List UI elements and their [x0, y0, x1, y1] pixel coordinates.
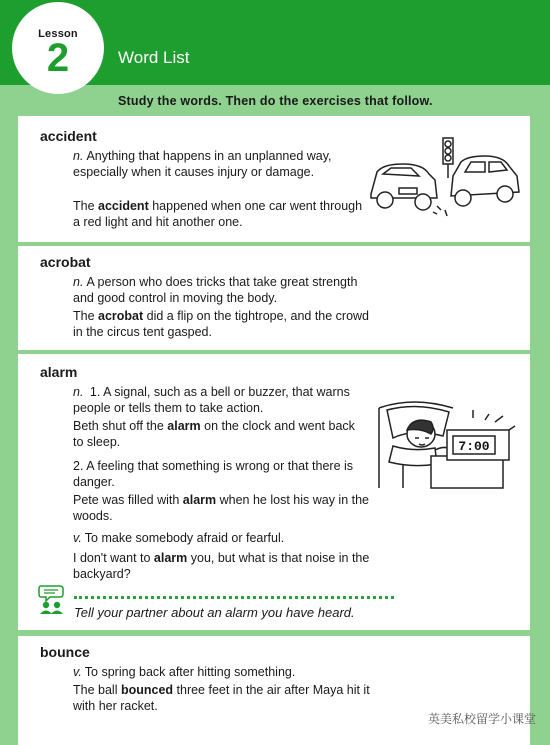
definition-text: A feeling that something is wrong or that there is danger.	[73, 459, 354, 489]
entry-definition	[73, 458, 358, 490]
example-keyword: alarm	[182, 493, 217, 507]
entry-example	[73, 418, 358, 450]
entry-definition	[73, 384, 358, 416]
alarm-clock-illustration	[373, 388, 518, 498]
example-keyword: bounced	[120, 683, 174, 697]
example-text: The	[73, 199, 99, 213]
definition-text: To spring back after hitting something.	[84, 665, 296, 679]
definition-text: To make somebody afraid or fearful.	[84, 531, 285, 545]
example-text: The ball	[73, 683, 121, 697]
entry-word: accident	[40, 128, 97, 144]
part-of-speech: n.	[73, 275, 84, 289]
entry-word: bounce	[40, 644, 90, 660]
example-text: three feet in the air after Maya hit it with her racket.	[73, 683, 370, 713]
entry-card-alarm	[18, 354, 530, 630]
example-text: Beth shut off the	[73, 419, 168, 433]
definition-text: A signal, such as a bell or buzzer, that warns people or tells them to take action.	[73, 385, 350, 415]
example-text: you, but what is that noise in the backyard?	[73, 551, 370, 581]
example-text: I don't want to	[73, 551, 154, 565]
divider	[74, 596, 394, 599]
part-of-speech: v.	[73, 665, 82, 679]
instructions: Study the words. Then do the exercises that follow.	[118, 94, 433, 108]
entry-card-acrobat	[18, 246, 530, 350]
entry-example	[73, 198, 363, 230]
partner-prompt: Tell your partner about an alarm you have heard.	[74, 605, 355, 620]
watermark: 英美私校留学小课堂	[427, 712, 536, 726]
part-of-speech: n.	[73, 149, 84, 163]
example-text: on the clock and went back to sleep.	[73, 419, 355, 449]
sense-number: 2.	[73, 459, 84, 473]
example-keyword: alarm	[167, 419, 201, 433]
entry-example	[73, 492, 378, 524]
car-crash-illustration	[363, 136, 523, 228]
sense-number: 1.	[89, 385, 101, 399]
part-of-speech: v.	[73, 531, 82, 545]
example-text: The	[73, 309, 99, 323]
lesson-label: Lesson	[38, 28, 78, 40]
example-keyword: alarm	[153, 551, 188, 565]
entry-definition	[73, 530, 373, 546]
example-text: when he lost his way in the woods.	[73, 493, 370, 523]
entry-example	[73, 682, 388, 714]
entry-example	[73, 308, 378, 340]
entry-card-bounce	[18, 636, 530, 745]
definition-text: Anything that happens in an unplanned way, especially when it causes injury or damage.	[73, 149, 332, 179]
lesson-badge	[12, 2, 104, 94]
entry-definition	[73, 274, 373, 306]
partner-talk-icon	[38, 584, 66, 614]
clock-time: 7:00	[458, 439, 490, 454]
example-text: happened when one car went through a red light and hit another one.	[73, 199, 363, 229]
entry-card-accident	[18, 116, 530, 242]
entry-definition	[73, 664, 373, 680]
entry-word: acrobat	[40, 254, 91, 270]
part-of-speech: n.	[73, 385, 84, 399]
entry-definition	[73, 148, 363, 180]
page-title: Word List	[118, 48, 190, 67]
definition-text: A person who does tricks that take great strength and good control in moving the body.	[73, 275, 358, 305]
example-text: did a flip on the tightrope, and the crowd in the circus tent gasped.	[73, 309, 370, 339]
lesson-number: 2	[46, 36, 70, 80]
example-keyword: accident	[98, 199, 149, 213]
example-keyword: acrobat	[98, 309, 144, 323]
entry-word: alarm	[40, 364, 78, 380]
example-text: Pete was filled with	[73, 493, 183, 507]
entry-example	[73, 550, 403, 582]
